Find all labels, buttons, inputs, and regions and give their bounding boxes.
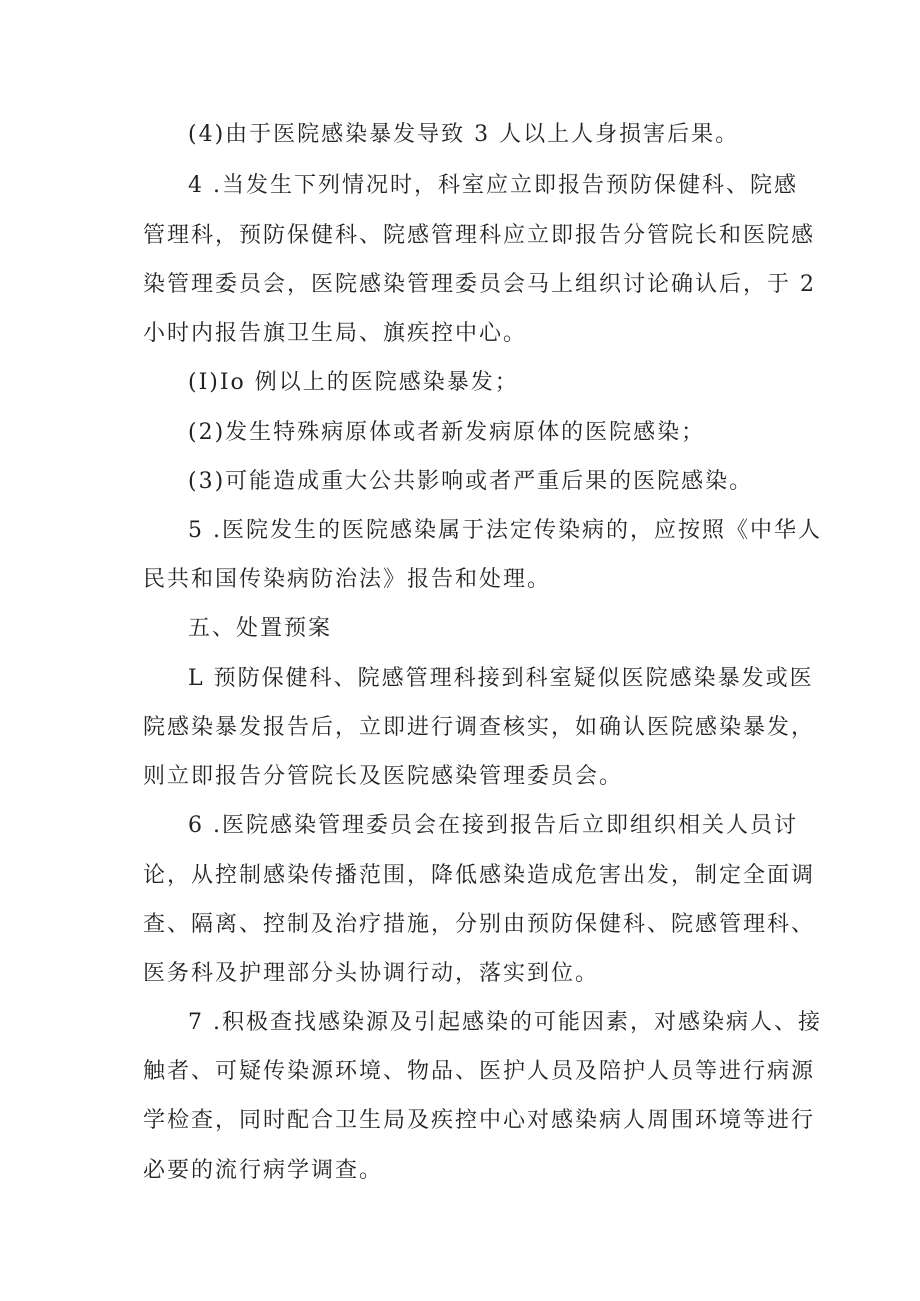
text-line: 小时内报告旗卫生局、旗疾控中心。: [143, 321, 528, 346]
text-line: (4)由于医院感染暴发导致 3 人以上人身损害后果。: [188, 122, 740, 147]
text-line: 6 .医院感染管理委员会在接到报告后立即组织相关人员讨: [188, 813, 798, 838]
text-line: 5 .医院发生的医院感染属于法定传染病的，应按照《中华人: [188, 518, 822, 543]
text-line: 管理科，预防保健科、院感管理科应立即报告分管院长和医院感: [143, 223, 816, 248]
text-line: 染管理委员会，医院感染管理委员会马上组织讨论确认后，于 2: [143, 272, 816, 297]
text-line: 7 .积极查找感染源及引起感染的可能因素，对感染病人、接: [188, 1010, 822, 1035]
text-line: (I)Io 例以上的医院感染暴发；: [188, 370, 519, 395]
text-line: L 预防保健科、院感管理科接到科室疑似医院感染暴发或医: [188, 666, 814, 691]
text-line: (2)发生特殊病原体或者新发病原体的医院感染；: [188, 420, 706, 445]
section-heading: 五、处置预案: [188, 616, 333, 641]
text-line: 则立即报告分管院长及医院感染管理委员会。: [143, 764, 624, 789]
text-line: 必要的流行病学调查。: [143, 1158, 384, 1183]
text-line: 院感染暴发报告后，立即进行调查核实，如确认医院感染暴发，: [143, 715, 816, 740]
text-line: 4 .当发生下列情况时，科室应立即报告预防保健科、院感: [188, 173, 798, 198]
text-line: 论，从控制感染传播范围，降低感染造成危害出发，制定全面调: [143, 863, 816, 888]
text-line: 医务科及护理部分头协调行动，落实到位。: [143, 961, 600, 986]
text-line: 查、隔离、控制及治疗措施，分别由预防保健科、院感管理科、: [143, 912, 816, 937]
text-line: (3)可能造成重大公共影响或者严重后果的医院感染。: [188, 469, 754, 494]
text-line: 学检查，同时配合卫生局及疾控中心对感染病人周围环境等进行: [143, 1108, 816, 1133]
text-line: 民共和国传染病防治法》报告和处理。: [143, 567, 552, 592]
text-line: 触者、可疑传染源环境、物品、医护人员及陪护人员等进行病源: [143, 1059, 816, 1084]
